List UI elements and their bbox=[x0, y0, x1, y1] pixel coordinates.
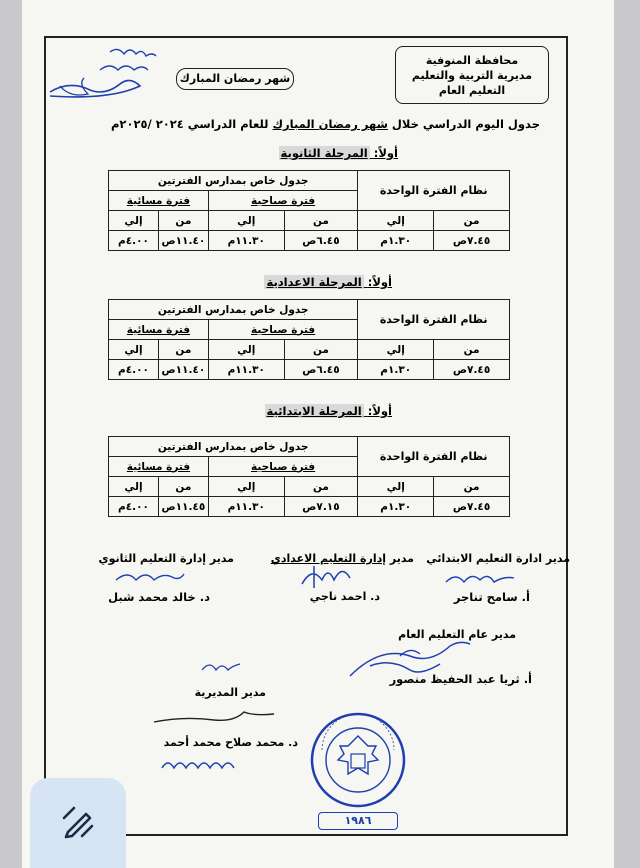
title-part-3: للعام الدراسي ٢٠٢٤ /٢٠٢٥م bbox=[110, 117, 269, 131]
header-line-department: التعليم العام bbox=[438, 84, 506, 97]
from-header: من bbox=[158, 477, 208, 497]
section-name: المرحلة الاعدادية bbox=[266, 275, 362, 289]
from-header: من bbox=[284, 477, 358, 497]
morning-header: فترة صباحية bbox=[208, 320, 357, 340]
evening-header: فترة مسائية bbox=[109, 320, 209, 340]
from-header: من bbox=[434, 340, 510, 360]
header-line-governorate: محافظة المنوفية bbox=[425, 54, 519, 67]
edit-fab-button[interactable] bbox=[30, 778, 126, 868]
time-cell: ٦.٤٥ص bbox=[284, 360, 358, 380]
secondary-director-title: مدير إدارة التعليم الثانوي bbox=[98, 552, 234, 565]
single-period-header: نظام الفترة الواحدة bbox=[358, 171, 510, 211]
from-header: من bbox=[284, 340, 358, 360]
time-cell: ١١.٤٠ص bbox=[158, 360, 208, 380]
section-name: المرحلة الثانوية bbox=[280, 146, 368, 160]
signature-secondary-icon bbox=[110, 566, 190, 588]
signature-primary-icon bbox=[440, 566, 530, 592]
prep-director-name: د. احمد ناجي bbox=[309, 590, 380, 603]
morning-header: فترة صباحية bbox=[208, 191, 357, 211]
time-cell: ١١.٣٠م bbox=[208, 360, 284, 380]
from-header: من bbox=[158, 340, 208, 360]
to-header: إلي bbox=[358, 340, 434, 360]
time-cell: ٧.١٥ص bbox=[284, 497, 358, 517]
prep-title-part-2: إدارة التعليم الاعدادي bbox=[270, 552, 387, 565]
schedule-table-preparatory bbox=[108, 299, 510, 380]
signature-directorate-icon bbox=[150, 706, 280, 730]
to-header: إلي bbox=[208, 340, 284, 360]
to-header: إلي bbox=[109, 477, 159, 497]
evening-header: فترة مسائية bbox=[109, 457, 209, 477]
time-cell: ١.٣٠م bbox=[358, 497, 434, 517]
schedule-table-secondary bbox=[108, 170, 510, 251]
pen-edit-icon bbox=[60, 804, 96, 840]
time-cell: ٧.٤٥ص bbox=[434, 497, 510, 517]
from-header: من bbox=[284, 211, 358, 231]
to-header: إلي bbox=[109, 340, 159, 360]
general-director-name: أ. ثريا عبد الحفيظ منصور bbox=[389, 672, 532, 686]
time-cell: ١.٣٠م bbox=[358, 231, 434, 251]
official-stamp-icon bbox=[308, 710, 408, 810]
directorate-director-title: مدير المديرية bbox=[194, 686, 266, 699]
single-period-header: نظام الفترة الواحدة bbox=[358, 300, 510, 340]
handwritten-date-icon bbox=[154, 752, 264, 776]
single-period-header: نظام الفترة الواحدة bbox=[358, 437, 510, 477]
time-cell: ٤.٠٠م bbox=[109, 497, 159, 517]
document-title bbox=[110, 117, 540, 131]
time-cell: ٦.٤٥ص bbox=[284, 231, 358, 251]
section-prefix: أولاً: bbox=[367, 275, 392, 289]
section-name: المرحلة الابتدائية bbox=[266, 404, 362, 418]
to-header: إلي bbox=[109, 211, 159, 231]
schedule-table-primary bbox=[108, 436, 510, 517]
morning-header: فترة صباحية bbox=[208, 457, 357, 477]
title-part-2: شهر رمضان المبارك bbox=[272, 117, 388, 131]
to-header: إلي bbox=[358, 211, 434, 231]
section-prefix: أولاً: bbox=[373, 146, 398, 160]
time-cell: ١١.٤٥ص bbox=[158, 497, 208, 517]
stamp-number: ١٩٨٦ bbox=[318, 812, 398, 830]
signature-prep-icon bbox=[292, 560, 362, 594]
to-header: إلي bbox=[208, 211, 284, 231]
directorate-director-name: د. محمد صلاح محمد أحمد bbox=[163, 736, 298, 749]
prep-title-part-1: مدير bbox=[389, 552, 414, 565]
to-header: إلي bbox=[208, 477, 284, 497]
title-part-1: جدول اليوم الدراسي خلال bbox=[391, 117, 540, 131]
two-periods-header: جدول خاص بمدارس الفترتين bbox=[109, 300, 358, 320]
handwritten-note-icon bbox=[40, 40, 170, 110]
from-header: من bbox=[158, 211, 208, 231]
time-cell: ١.٣٠م bbox=[358, 360, 434, 380]
ramadan-label: شهر رمضان المبارك bbox=[176, 68, 294, 90]
two-periods-header: جدول خاص بمدارس الفترتين bbox=[109, 171, 358, 191]
section-prefix: أولاً: bbox=[367, 404, 392, 418]
time-cell: ١١.٣٠م bbox=[208, 497, 284, 517]
time-cell: ٧.٤٥ص bbox=[434, 360, 510, 380]
time-cell: ١١.٣٠م bbox=[208, 231, 284, 251]
time-cell: ٧.٤٥ص bbox=[434, 231, 510, 251]
general-director-title: مدير عام التعليم العام bbox=[398, 628, 516, 641]
handwritten-mark-icon bbox=[196, 656, 246, 676]
section-title-preparatory bbox=[256, 275, 392, 289]
to-header: إلي bbox=[358, 477, 434, 497]
section-title-primary bbox=[256, 404, 392, 418]
section-title-secondary bbox=[262, 146, 398, 160]
directorate-header bbox=[395, 46, 549, 104]
time-cell: ٤.٠٠م bbox=[109, 360, 159, 380]
primary-director-title: مدير ادارة التعليم الابتدائي bbox=[426, 552, 570, 565]
from-header: من bbox=[434, 211, 510, 231]
time-cell: ٤.٠٠م bbox=[109, 231, 159, 251]
evening-header: فترة مسائية bbox=[109, 191, 209, 211]
time-cell: ١١.٤٠ص bbox=[158, 231, 208, 251]
from-header: من bbox=[434, 477, 510, 497]
header-line-directorate: مديرية التربية والتعليم bbox=[411, 69, 533, 82]
two-periods-header: جدول خاص بمدارس الفترتين bbox=[109, 437, 358, 457]
primary-director-name: أ. سامح تناجر bbox=[453, 590, 530, 604]
secondary-director-name: د. خالد محمد شبل bbox=[108, 590, 210, 604]
